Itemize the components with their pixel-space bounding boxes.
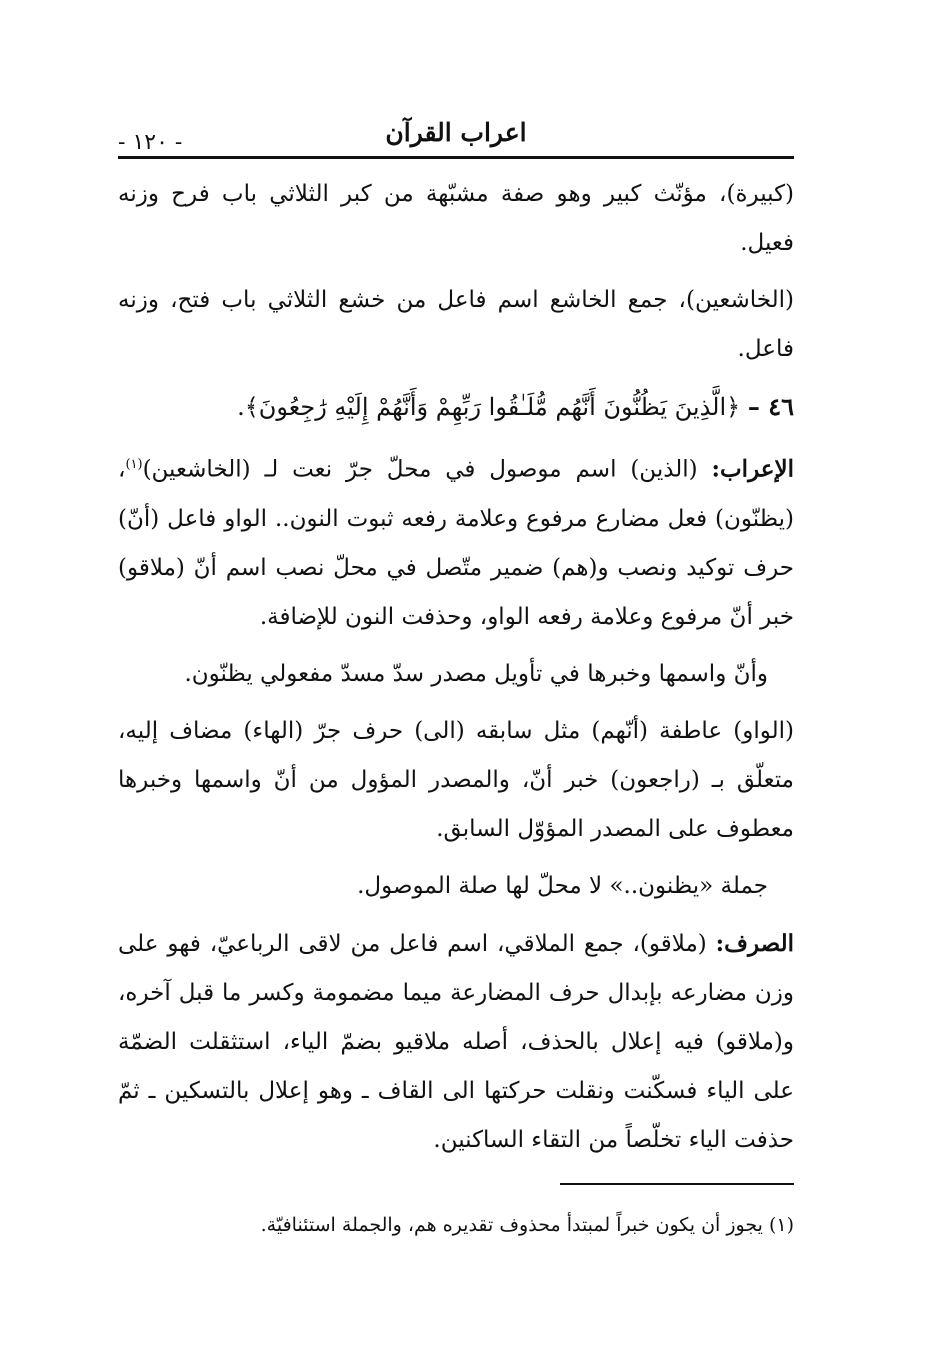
verse-text: ﴿الَّذِينَ يَظُنُّونَ أَنَّهُم مُّلَـٰقُوا رَبِّهِمْ وَأَنَّهُمْ إِلَيْهِ رَٰجِعُونَ﴾. [237,393,741,421]
paragraph-sarf [118,919,794,1165]
paragraph-waw: (الواو) عاطفة (أنّهم) مثل سابقه (الى) حرف جرّ (الهاء) مضاف إليه، متعلّق بـ (راجعون) خبر أنّ، والمصدر المؤول من أنّ واسمها وخبرها معطوف على المصدر المؤوّل السابق. [118,717,794,842]
page-header [118,108,794,154]
paragraph-wa-anna: وأنّ واسمها وخبرها في تأويل مصدر سدّ مسدّ مفعولي يظنّون. [184,660,768,687]
paragraph-irab [118,440,794,642]
page-number: - ١٢٠ - [118,130,183,155]
paragraph-khashieen: (الخاشعين)، جمع الخاشع اسم فاعل من خشع الثلاثي باب فتح، وزنه فاعل. [118,287,794,362]
irab-text-b: ، (يظنّون) فعل مضارع مرفوع وعلامة رفعه ثبوت النون.. الواو فاعل (أنّ) حرف توكيد ونصب و(هم) ضمير متّصل في محلّ نصب اسم أنّ (ملاقو) خبر أنّ مرفوع وعلامة رفعه الواو، وحذفت النون للإضافة. [118,456,794,630]
footnote-rule [560,1183,794,1185]
sarf-label: الصرف: [715,929,795,957]
sarf-text: (ملاقو)، جمع الملاقي، اسم فاعل من لاقى الرباعيّ، فهو على وزن مضارعه بإبدال حرف المضارعة ميما مضمومة وكسر ما قبل آخره، و(ملاقو) فيه إعلال بالحذف، أصله ملاقيو بضمّ الياء، استثقلت الضمّة على الياء فسكّنت ونقلت حركتها الى القاف ـ وهو إعلال بالتسكين ـ ثمّ حذفت الياء تخلّصاً من التقاء الساكنين. [118,930,794,1153]
footnote-marker[interactable]: (١) [125,457,143,472]
irab-text-a: (الذين) اسم موصول في محلّ جرّ نعت لـ (الخاشعين) [142,456,712,483]
header-rule [118,156,794,159]
footnote: (١) يجوز أن يكون خبراً لمبتدأ محذوف تقديره هم، والجملة استئنافيّة. [260,1214,794,1236]
running-title: اعراب القرآن [385,118,527,147]
verse-46 [118,382,794,432]
paragraph-kabira: (كبيرة)، مؤنّث كبير وهو صفة مشبّهة من كبر الثلاثي باب فرح وزنه فعيل. [118,181,794,256]
body-text [118,170,794,1165]
paragraph-jumla: جملة «يظنون..» لا محلّ لها صلة الموصول. [357,872,768,899]
verse-number: ٤٦ – [747,392,794,421]
irab-label: الإعراب: [711,455,794,483]
